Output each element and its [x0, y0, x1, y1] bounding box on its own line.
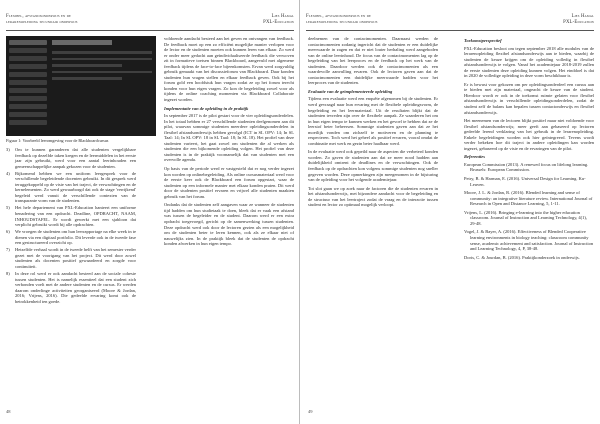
figure-caption: Figuur 1: Voorbeeld leeromgeving voor de Blackboardcursus [6, 138, 109, 143]
paragraph: Tot slot gaan we op zoek naar de factoren die de studenten ervaren in het afstandsonderwijs, met bijzondere aandacht voor de begeleiding en de structuur van het leertraject zodat de vraag en de interactie tussen student en lector zo optimaal mogelijk verloopt. [308, 185, 438, 208]
list-item: 4) Bijkomend hebben we een uniform leergesprek voor de verschillende begeleidende docenten gebruikt. In dit gesprek werd teruggekoppeld op de visie van het traject, de verwachtingen en de kernelementen. Zo werd gewaarborgd dat ook de stage 'verrijkend' begeleid werd vanuit de verschillende contexten van de transparante vorm van de studenten. [6, 170, 136, 204]
list-item: 8) In deze rol werd er ook aandacht besteed aan de sociale cohesie tussen studenten. Het is namelijk essentieel dat een student zich verbonden voelt met de andere studenten en de cursus. Er werden daarom onderlinge activiteiten georganiseerd (Moore & Jordan, 2016; Vrijens, 2016). Die gedeelde ervaring komt ook de betrokkenheid ten goede. [6, 270, 136, 304]
list-item: 6) We vroegen de studenten om hun leerrapportage na elke week in te dienen via een digitaal portfolio. Dit leverde ook in de tweede fase een gestructureerd overzicht op. [6, 229, 136, 246]
header-institution: PXL-Education [563, 19, 594, 25]
header-author: Lies Hamal [271, 14, 294, 19]
header-author: Lies Hamal [571, 14, 594, 19]
running-header-left [6, 14, 294, 28]
reference-list [464, 162, 594, 260]
right-page [300, 0, 600, 424]
header-title-line2: lerarenopleiding secundair onderwijs [306, 19, 378, 25]
reference-item: Moore, J. L. & Jordan, R. (2016). Blended learning and sense of community: an integrative literature review. International Journal of Research in Open and Distance Learning, 5, 1-11. [464, 190, 593, 207]
list-item: 5) Het hele departement van PXL-Education hanteert een uniforme benadering van een opdracht. Deadline, OPDRACHT, NAAM, INHOUDSTAFEL. Er wordt gewerkt met een sjabloon dat verplicht gebruikt wordt bij alle opdrachten. [6, 205, 136, 228]
reference-item: European Commission (2013). A renewed focus on lifelong learning. Brussels: European Commission. [464, 161, 589, 173]
reference-item: Vogel, J. & Bayer, A. (2016). Effectiveness of Blended Cooperative learning environments in biology teaching: classroom community sense, academic achievement and satisfaction. Journal of Instruction and Learning Technology, 4, P, 38-48. [464, 229, 594, 252]
paragraph: Het meenemen van de lectoren blijkt positief maar niet voldoende voor flexibel afstandsonderwijs; meer geeft aan gebaseerd op lectoren gedeelde lerend verklaring van het gebruik in de lerarenopleiding. Enkele begeleidingen worden ook hier geïntegreerd. Tevens wordt verder bekeken hoe dit traject in andere opleidingen kan worden ingezet, gebaseerd op de visie en de ervaringen van de pilot. [464, 118, 594, 151]
references-heading: Referenties [464, 154, 485, 160]
paragraph: Tijdens een evaluatie werd een enquête afgenomen bij de studenten. Er werd gevraagd naar hun ervaring met de flexibele opleidingsvorm, de begeleiding en het leermateriaal. Uit de resultaten blijkt dat de studenten tevreden zijn over de flexibele aanpak. Ze waarderen het om in hun eigen tempo te kunnen werken en het gevoel te hebben dat ze de leerstof beter beheersen. Sommige studenten gaven aan dat ze het moeilijk vonden om zichzelf te motiveren en de planning te respecteren. Toch werd het geheel als positief ervaren, vooral omdat de combinatie met werk en gezin beter haalbaar werd. [308, 96, 438, 146]
reference-item: Doris, C. & Jourdan, B. (2016). Praktijkonderzoek in onderwijs. [464, 254, 580, 260]
right-column-1 [308, 36, 438, 211]
figure-sidebar [9, 40, 47, 132]
paragraph: Ondanks dat de studenten zelf aangaven waar ze wanneer de studenten tijd hadden om hun studietaak te doen, bleek dat er vaak een afstand was tussen de begeleider en de student. Daarom werd er een extra opdracht toegevoegd, gericht op de samenwerking tussen studenten. Deze opdracht werd ook door de lectoren gezien als een mogelijkheid om de studenten beter te leren kennen, ook als ze elkaar niet of nauwelijks zien. In de praktijk bleek dat de studenten de opdracht konden afwerken in hun eigen tempo. [164, 202, 294, 247]
page-number-left: 48 [6, 409, 11, 414]
section-heading: Implementatie van de opleiding in de praktijk [164, 105, 249, 111]
paragraph: PXL-Education besloot om tegen september 2018 alle modules van de lerarenopleiding flexibel afstandsonderwijs aan te bieden, waarbij de studenten de keuze krijgen om de opleiding volledig in flexibel afstandsonderwijs te volgen. Vanaf het academiejaar 2018-2019 zullen de eerste studenten deze opleiding kunnen volgen. Het einddoel is dat in 2020 de volledige opleiding in deze vorm beschikbaar is. [464, 45, 594, 79]
paragraph: Op basis van de periode werd er vastgesteld dat er nog verder ingezet kon worden op onlinebegeleiding. Als online cursusmateriaal werd voor de eerste keer ook de Blackboard een forum opgestart, waar de studenten op een informele manier met elkaar konden praten. Dit werd door de studenten positief ervaren en vrijwel alle studenten maakten gebruik van het forum. [164, 166, 294, 199]
paragraph: deelnemen van de contactmomenten. Daarnaast werden de contactmomenten zodanig ingericht dat de studenten er een duidelijke meerwaarde in zagen en dat er niet louter herhaling werd aangeboden van de online leerinhoud. De focus van de contactmomenten lag op de begeleiding van het leerproces en de feedback op het werk van de studenten. Daardoor werden ook de contactmomenten als een waardevolle aanvulling ervaren. Ook de lectoren gaven aan dat de contactmomenten een duidelijke meerwaarde hadden voor het leerproces van de studenten. [308, 36, 438, 86]
list-item: 7) Hetzelfde verhaal wordt in de tweede helft van het semester verder gezet met de voortgang van het project. Dit werd door zowel studenten als docenten positief gewaardeerd en zorgde voor continuïteit. [6, 247, 136, 269]
header-rule [306, 30, 594, 31]
header-institution: PXL-Education [263, 19, 294, 25]
running-header-right [306, 14, 594, 28]
reference-item: Petry, B. & Harman, E. (2016). Universal Design for Learning. Ku-Leuven. [464, 176, 586, 187]
paragraph: voldoende aandacht besteed aan het geven en ontvangen van feedback. De feedback moet op een zo efficiënt mogelijke manier verlopen voor de lector en de studenten moeten ook kunnen leren van elkaar. Zo werd er onder meer gedacht aan geïndividualiseerde feedback die verwoven zit in formatieve toetsen binnen Blackboard, aangevuld met algemene feedback tijdens de face-to-face bijeenkomsten. Ervan werd zorgvuldig gebruik gemaakt van het discussieforum van Blackboard. Daar konden studenten hun vragen stellen en elkaar feedback geven. Ook bij het forum gold een hoofdstuk hun vragen zodat ze op het forum terecht konden voor hun eigen vragen. Zo kon de begeleiding zowel voor als tijdens de online coaching momenten via Blackboard Collaborate ingezet worden. [164, 36, 294, 103]
reference-item: Vrijens, L. (2016). Bringing e-learning into the higher education classroom. Journal of Instruction and Learning Technology, 4(1), 29-48. [464, 209, 588, 226]
header-title-line1: Flexibel, afstandsonderwijs en de [6, 14, 72, 19]
paragraph: Er is bewust voor gekozen om per opleidingsonderdeel een cursus aan te bieden met zijn materiaal, ongeacht de keuze van de student. Hierdoor wordt er ook in de toekomst ruimte gelaten voor flexibel afstandsonderwijs in verschillende opleidingsonderdelen, zodat de student zelf de balans kan bepalen tussen contactonderwijs en flexibel afstandsonderwijs. [464, 81, 594, 115]
paragraph: In de evaluatie werd ook gepeild naar de aspecten die verbeterd konden worden. Zo gaven de studenten aan dat ze meer nood hadden aan duidelijkheid omtrent de deadlines en de verwachtingen. Ook de feedback op de opdrachten kon volgens sommige studenten nog sneller gegeven worden. Deze opmerkingen zijn meegenomen in de bijsturing van de opleiding voor het volgende academiejaar. [308, 149, 438, 183]
figure-main [52, 40, 152, 132]
left-column-2 [164, 36, 294, 250]
figure-screenshot [6, 36, 156, 136]
header-title-line2: lerarenopleiding secundair onderwijs [6, 19, 78, 25]
header-rule [6, 30, 294, 31]
header-title-line1: Flexibel, afstandsonderwijs en de [306, 14, 372, 19]
left-column-1 [6, 36, 136, 307]
section-heading: Evaluatie van de geïmplementeerde opleiding [308, 88, 393, 94]
list-item: 3) Om te kunnen garanderen dat alle studenten vergelijkbare feedback op dezelfde taken kregen en de leermiddelen in het eerste jaar zijn gebruikt, werd voor een aantal leerinhouden een gemeenschappelijke aanpak gekozen voor de studenten. [6, 147, 136, 169]
page-number-right: 49 [308, 409, 313, 414]
paragraph: In september 2017 is de pilot gestart voor de vier opleidingsonderdelen. In het totaal hebben er 27 verschillende studenten deelgenomen aan dit pilot, waarvan sommige studenten meerdere opleidingsonderdelen in flexibel afstandsonderwijs hebben gevolgd (ICT in SL OPV: 14; In SL Taal: 14; In SL OPV: 18 in SL Taal: 18; In SL 18). Het profiel van deze studenten varieert, het gaat zowel om studenten die al werken als studenten die een bijkomende opleiding volgen. Het profiel van deze studenten is in de praktijk voornamelijk dat van studenten met een overvolle agenda. [164, 113, 294, 163]
section-heading: Toekomstperspectief [464, 38, 502, 43]
numbered-list [6, 147, 136, 304]
right-column-2 [464, 36, 594, 263]
